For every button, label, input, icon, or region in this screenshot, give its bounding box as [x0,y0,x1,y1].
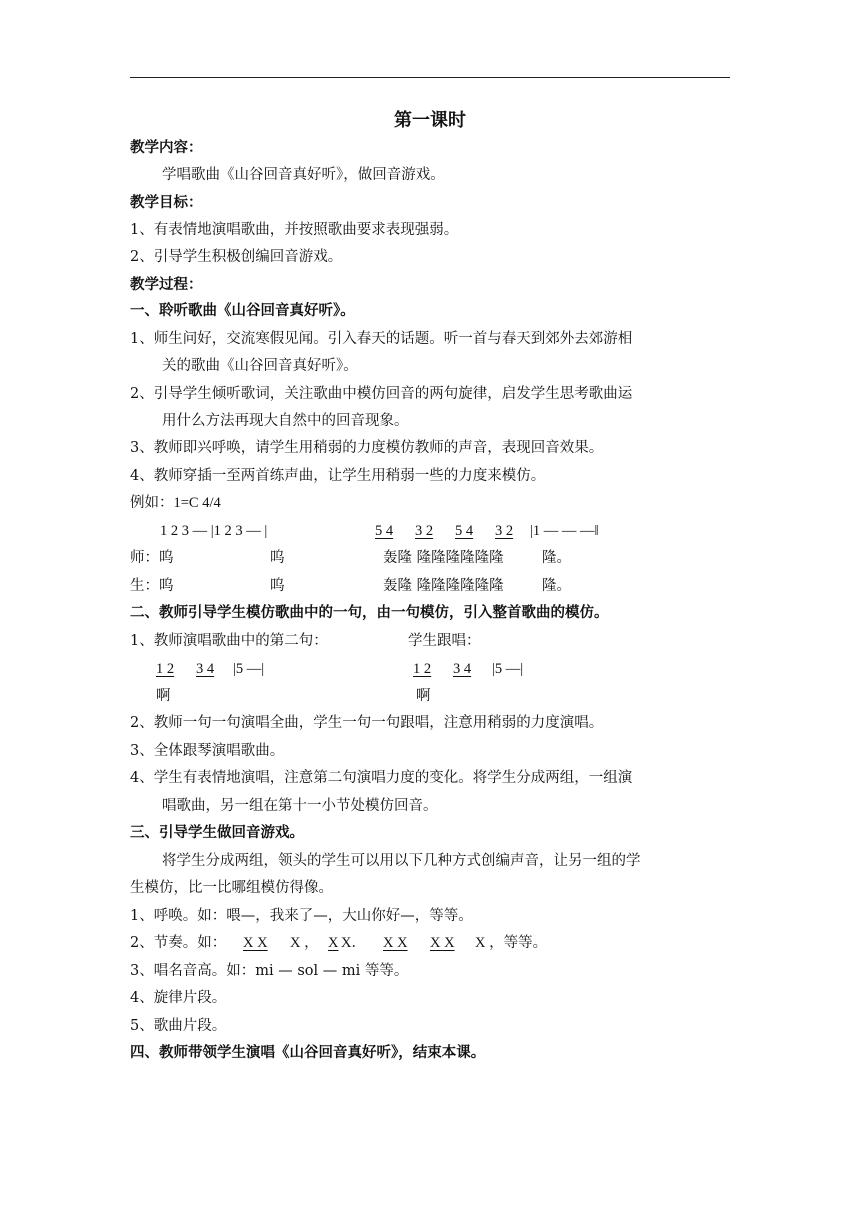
student-word: 呜 [270,578,285,594]
notation-underlined: 1 2 [156,661,175,677]
notation-underlined: 3 4 [453,661,472,677]
s3-para-line2: 生模仿，比一比哪组模仿得像。 [130,880,333,896]
goal-item: 2、引导学生积极创编回音游戏。 [130,249,343,265]
student-row [130,576,730,596]
s1-item4: 4、教师穿插一至两首练声曲，让学生用稍弱一些的力度来模仿。 [130,468,546,484]
student-label: 生：呜 [130,578,174,594]
content-label: 教学内容： [130,139,203,156]
s2-item1 [130,631,730,651]
goals-label: 教学目标： [130,194,203,211]
rhythm-underlined: X X [243,935,268,951]
s3-item2-prefix: 2、节奏。如： [130,935,227,951]
notation-underlined: 5 4 [455,523,474,539]
example-label: 例如：1=C 4/4 [130,495,221,511]
teacher-row [130,548,730,568]
lyric-ah: 啊 [156,688,171,704]
notation-underlined: 3 2 [495,523,514,539]
s1-item2-line2: 用什么方法再现大自然中的回音现象。 [162,413,409,429]
student-word: 隆。 [542,578,571,594]
teacher-word: 呜 [270,550,285,566]
header-rule [130,77,730,78]
s3-para-line1: 将学生分成两组，领头的学生可以用以下几种方式创编声音，让另一组的学 [162,853,641,869]
section2-heading: 二、教师引导学生模仿歌曲中的一句，由一句模仿，引入整首歌曲的模仿。 [130,604,609,621]
teacher-word: 隆。 [542,550,571,566]
student-word: 轰隆 隆隆隆隆隆隆 [383,578,504,594]
s2-item4-line1: 4、学生有表情地演唱，注意第二句演唱力度的变化。将学生分成两组，一组演 [130,770,633,786]
s2-item1-right: 学生跟唱： [408,633,481,649]
section3-heading: 三、引导学生做回音游戏。 [130,824,304,841]
notation-part: |1 — — —‖ [530,523,599,539]
s2-lyrics [130,686,730,706]
s2-item2: 2、教师一句一句演唱全曲，学生一句一句跟唱，注意用稍弱的力度演唱。 [130,715,604,731]
goal-item: 1、有表情地演唱歌曲，并按照歌曲要求表现强弱。 [130,222,459,238]
s1-item1-line1: 1、师生问好，交流寒假见闻。引入春天的话题。听一首与春天到郊外去郊游相 [130,331,633,347]
notation-line [160,521,680,541]
content-text: 学唱歌曲《山谷回音真好听》，做回音游戏。 [162,167,445,183]
notation-underlined: 5 4 [375,523,394,539]
rhythm-underlined: X X [430,935,455,951]
rhythm-underlined: X X [383,935,408,951]
rhythm-underlined: X [328,935,339,951]
process-label: 教学过程： [130,276,203,293]
s3-item4: 4、旋律片段。 [130,990,227,1006]
rhythm-note: X ， [290,935,319,951]
s1-item1-line2: 关的歌曲《山谷回音真好听》。 [162,358,358,374]
notation-part: |5 —| [492,661,524,677]
s2-item3: 3、全体跟琴演唱歌曲。 [130,743,285,759]
s2-item1-left: 1、教师演唱歌曲中的第二句： [130,633,328,649]
rhythm-note: X． [341,935,366,951]
s3-item5: 5、歌曲片段。 [130,1018,227,1034]
s3-item3: 3、唱名音高。如：mi — sol — mi 等等。 [130,963,409,979]
notation-underlined: 1 2 [413,661,432,677]
notation-underlined: 3 4 [196,661,215,677]
teacher-label: 师：呜 [130,550,174,566]
page-title: 第一课时 [394,110,466,131]
section4-heading: 四、教师带领学生演唱《山谷回音真好听》，结束本课。 [130,1044,486,1061]
s1-item2-line1: 2、引导学生倾听歌词，关注歌曲中模仿回音的两句旋律，启发学生思考歌曲运 [130,386,633,402]
s2-notation [130,659,730,679]
s3-item1: 1、呼唤。如：喂—，我来了—，大山你好—，等等。 [130,908,473,924]
rhythm-note: X ，等等。 [475,935,548,951]
lyric-ah: 啊 [416,688,431,704]
section1-heading: 一、聆听歌曲《山谷回音真好听》。 [130,302,355,319]
notation-part: |5 —| [233,661,265,677]
s3-item2 [130,933,730,953]
teacher-word: 轰隆 隆隆隆隆隆隆 [383,550,504,566]
s2-item4-line2: 唱歌曲，另一组在第十一小节处模仿回音。 [162,798,438,814]
notation-part: 1 2 3 — |1 2 3 — | [160,523,268,539]
s1-item3: 3、教师即兴呼唤，请学生用稍弱的力度模仿教师的声音，表现回音效果。 [130,440,604,456]
notation-underlined: 3 2 [415,523,434,539]
